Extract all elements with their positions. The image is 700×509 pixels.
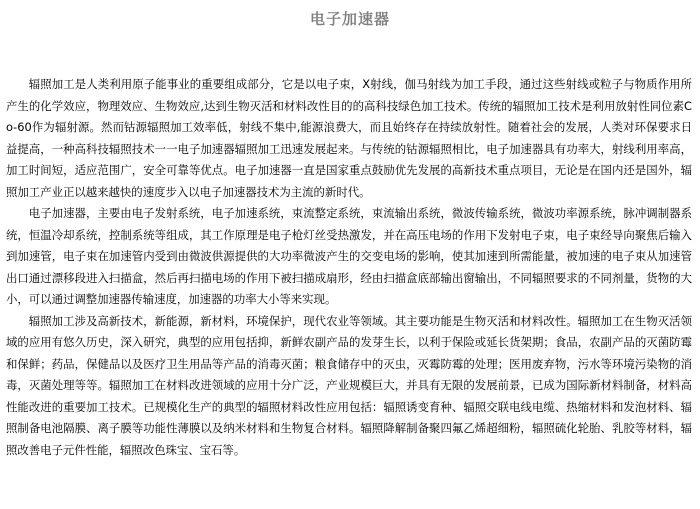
page-title: 电子加速器 xyxy=(309,10,390,28)
article-paragraph-2: 电子加速器，主要由电子发射系统，电子加速系统，束流整定系统，束流输出系统，微波传输系统，微波功率源系统，脉冲调制器系统，恒温冷却系统，控制系统等组成，其工作原理是电子枪灯丝受热激发，并在高压电场的作用下发射电子束，电子束经导向聚焦后输入到加速管，电子束在加速管内受到由微波供源提供的大功率微波产生的交变电场的影响，使其加速到所需能量，被加速的电子束从加速管出口通过漂移段进入扫描盒，然后再扫描电场的作用下被扫描成扇形，经由扫描盒底部输出窗输出，不同辐照要求的不同剂量，货物的大小，可以通过调整加速器传输速度，加速器的功率大小等来实现。 xyxy=(6,206,692,306)
article-body xyxy=(6,74,692,461)
article-paragraph-1: 辐照加工是人类利用原子能事业的重要组成部分，它是以电子束，X射线，伽马射线为加工手段，通过这些射线或粒子与物质作用所产生的化学效应，物理效应、生物效应,达到生物灭活和材料改性目的的高科技绿色加工技术。传统的辐照加工技术是利用放射性同位素Co-60作为辐射源。然而钴源辐照加工效率低，射线不集中,能源浪费大，而且始终存在持续放射性。随着社会的发展，人类对环保要求日益提高，一种高科技辐照技术一一电子加速器辐照加工迅速发展起来。与传统的钴源辐照相比，电子加速器具有功率大，射线利用率高，加工时间短，适应范围广，安全可靠等优点。电子加速器一直是国家重点鼓励优先发展的高新技术重点项目，无论是在国内还是国外，辐照加工产业正以越来越快的速度步入以电子加速器技术为主流的新时代。 xyxy=(6,77,692,199)
article-paragraph-3: 辐照加工涉及高新技术，新能源，新材料，环境保护，现代农业等领域。其主要功能是生物灭活和材料改性。辐照加工在生物灭活领域的应用有悠久历史，深入研究，典型的应用包括抑，新鲜农副产品的发芽生长，以利于保险或延长货架期；食品，农副产品的灭菌防霉和保鲜；药品，保健品以及医疗卫生用品等产品的消毒灭菌；粮食储存中的灭虫，灭霉防霉的处理；医用废弃物，污水等环境污染物的消毒，灭菌处理等等。辐照加工在材料改进领域的应用十分广泛，产业规模巨大，并具有无限的发展前景，已成为国际新材料制备，材料高性能改进的重要加工技术。已规模化生产的典型的辐照材料改性应用包括：辐照诱变育种、辐照交联电线电缆、热缩材料和发泡材料、辐照制备电池隔膜、离子膜等功能性薄膜以及纳米材料和生物复合材料。辐照降解制备聚四氟乙烯超细粉，辐照硫化轮胎、乳胶等材料，辐照改善电子元件性能，辐照改色珠宝、宝石等。 xyxy=(6,313,692,457)
